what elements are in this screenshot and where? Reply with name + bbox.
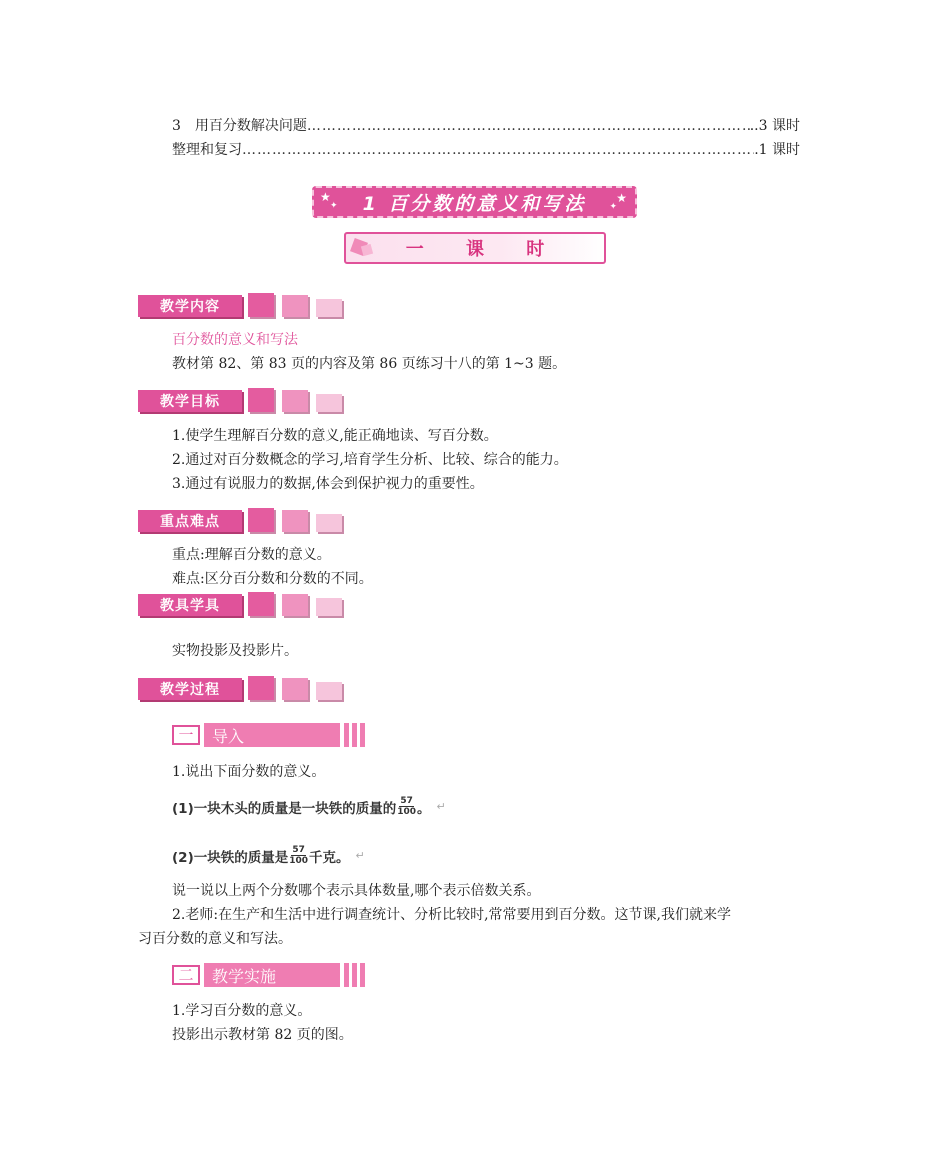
toc-leader <box>307 118 750 134</box>
lesson-title: 一 课 时 <box>405 239 563 260</box>
goal-item: 3.通过有说服力的数据,体会到保护视力的重要性。 <box>172 476 484 492</box>
goal-item: 1.使学生理解百分数的意义,能正确地读、写百分数。 <box>172 428 498 444</box>
toc-value: ..3 课时 <box>749 118 800 134</box>
toc-row <box>172 115 800 135</box>
formula-text: (2)一块铁的质量是 <box>172 849 289 866</box>
step-number: 一 <box>172 725 200 745</box>
formula-text: 。 <box>417 800 431 817</box>
section-label: 重点难点 <box>138 510 242 532</box>
keypoint-item: 重点:理解百分数的意义。 <box>172 547 331 563</box>
star-icon: ★ <box>320 190 331 204</box>
decor-square <box>282 510 308 532</box>
step-number: 二 <box>172 965 200 985</box>
section-header-tools <box>138 592 342 616</box>
teacher-text-cont: 习百分数的意义和写法。 <box>138 931 292 947</box>
decor-square <box>248 508 274 532</box>
toc-leader <box>242 142 754 158</box>
toc-value: .1 课时 <box>754 142 800 158</box>
decor-square <box>316 299 342 317</box>
formula-text: 千克。 <box>309 849 350 866</box>
formula-line-2 <box>172 845 365 866</box>
step-header-implementation <box>170 963 380 987</box>
toc-label: 3 用百分数解决问题 <box>172 118 307 134</box>
section-header-goals <box>138 388 342 412</box>
formula-text: (1)一块木头的质量是一块铁的质量的 <box>172 800 397 817</box>
step-bars <box>344 963 368 987</box>
fraction-numerator: 57 <box>400 796 413 806</box>
decor-square <box>282 678 308 700</box>
teacher-text: 2.老师:在生产和生活中进行调查统计、分析比较时,常常要用到百分数。这节课,我们就来学 <box>172 907 731 923</box>
lesson-banner <box>344 232 606 264</box>
diamond-icon <box>361 244 373 256</box>
content-topic: 百分数的意义和写法 <box>172 332 298 348</box>
fraction <box>289 845 308 866</box>
step-header-intro <box>170 723 380 747</box>
section-header-content <box>138 293 342 317</box>
fraction-denominator: 100 <box>289 856 309 866</box>
step-title: 导入 <box>204 723 340 747</box>
star-icon: ★ <box>616 191 627 205</box>
discuss-text: 说一说以上两个分数哪个表示具体数量,哪个表示倍数关系。 <box>172 883 541 899</box>
decor-square <box>316 394 342 412</box>
return-icon: ↵ <box>355 849 365 862</box>
section-header-process <box>138 676 342 700</box>
section-header-keypoints <box>138 508 342 532</box>
fraction-numerator: 57 <box>292 845 305 855</box>
section-label: 教学过程 <box>138 678 242 700</box>
unit-title: 1 百分数的意义和写法 <box>362 192 587 215</box>
step-bars <box>344 723 368 747</box>
fraction-denominator: 100 <box>397 807 417 817</box>
decor-square <box>316 514 342 532</box>
toc-row <box>172 139 800 159</box>
content-text: 教材第 82、第 83 页的内容及第 86 页练习十八的第 1~3 题。 <box>172 356 567 372</box>
decor-square <box>282 594 308 616</box>
keypoint-item: 难点:区分百分数和分数的不同。 <box>172 571 373 587</box>
implementation-item: 1.学习百分数的意义。 <box>172 1003 312 1019</box>
tools-text: 实物投影及投影片。 <box>172 643 298 659</box>
decor-square <box>316 598 342 616</box>
step-title: 教学实施 <box>204 963 340 987</box>
star-icon: ✦ <box>609 202 617 212</box>
decor-square <box>248 388 274 412</box>
unit-banner <box>312 186 637 218</box>
question-text: 1.说出下面分数的意义。 <box>172 764 326 780</box>
decor-square <box>248 676 274 700</box>
section-label: 教具学具 <box>138 594 242 616</box>
decor-square <box>282 390 308 412</box>
fraction <box>397 796 416 817</box>
formula-line-1 <box>172 796 446 817</box>
section-label: 教学目标 <box>138 390 242 412</box>
decor-square <box>316 682 342 700</box>
section-label: 教学内容 <box>138 295 242 317</box>
toc-label: 整理和复习 <box>172 142 242 158</box>
decor-square <box>248 592 274 616</box>
star-icon: ✦ <box>330 201 338 211</box>
goal-item: 2.通过对百分数概念的学习,培育学生分析、比较、综合的能力。 <box>172 452 568 468</box>
return-icon: ↵ <box>436 800 446 813</box>
decor-square <box>282 295 308 317</box>
decor-square <box>248 293 274 317</box>
implementation-item: 投影出示教材第 82 页的图。 <box>172 1027 353 1043</box>
